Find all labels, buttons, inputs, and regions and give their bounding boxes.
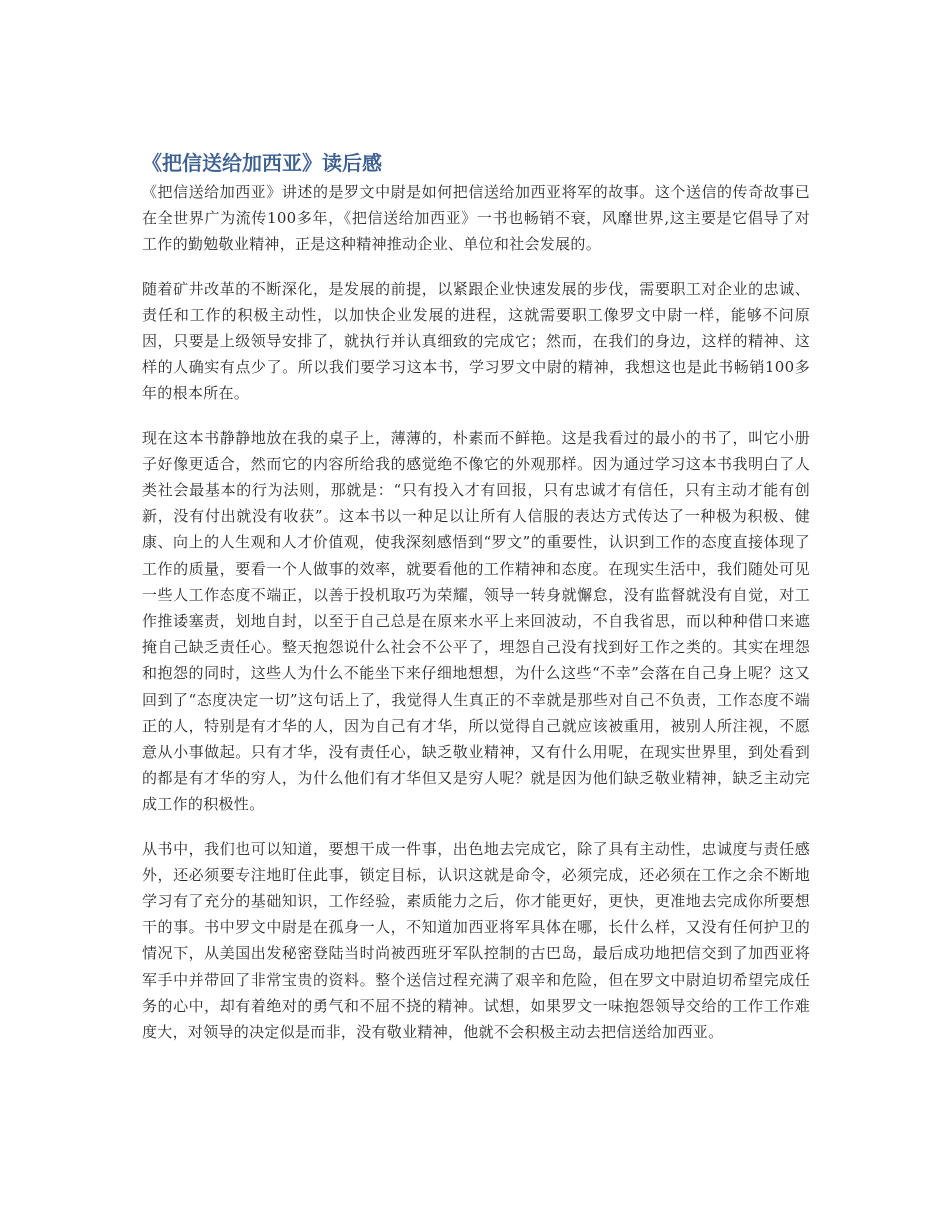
- document-title: 《把信送给加西亚》读后感: [142, 153, 382, 175]
- paragraph-4: 从书中，我们也可以知道，要想干成一件事，出色地去完成它，除了具有主动性，忠诚度与责任感外，还必须要专注地盯住此事，锁定目标，认识这就是命令，必须完成，还必须在工作之余不断地学习有了充分的基础知识，工作经验，素质能力之后，你才能更好，更快，更准地去完成你所要想干的事。书中罗文中尉是在孤身一人，不知道加西亚将军具体在哪，长什么样，又没有任何护卫的情况下，从美国出发秘密登陆当时尚被西班牙军队控制的古巴岛，最后成功地把信交到了加西亚将军手中并带回了非常宝贵的资料。整个送信过程充满了艰辛和危险，但在罗文中尉迫切希望完成任务的心中，却有着绝对的勇气和不屈不挠的精神。试想，如果罗文一味抱怨领导交给的工作工作难度大，对领导的决定似是而非，没有敬业精神，他就不会积极主动去把信送给加西亚。: [142, 839, 810, 1042]
- paragraph-1: 《把信送给加西亚》讲述的是罗文中尉是如何把信送给加西亚将军的故事。这个送信的传奇故事已在全世界广为流传100多年，《把信送给加西亚》一书也畅销不衰，风靡世界,这主要是它倡导了对工作的勤勉敬业精神，正是这种精神推动企业、单位和社会发展的。: [142, 183, 810, 254]
- paragraph-2: 随着矿井改革的不断深化，是发展的前提，以紧跟企业快速发展的步伐，需要职工对企业的忠诚、责任和工作的积极主动性，以加快企业发展的进程，这就需要职工像罗文中尉一样，能够不问原因，只要是上级领导安排了，就执行并认真细致的完成它；然而，在我们的身边，这样的精神、这样的人确实有点少了。所以我们要学习这本书，学习罗文中尉的精神，我想这也是此书畅销100多年的根本所在。: [142, 279, 810, 403]
- paragraph-3: 现在这本书静静地放在我的桌子上，薄薄的，朴素而不鲜艳。这是我看过的最小的书了，叫它小册子好像更适合，然而它的内容所给我的感觉绝不像它的外观那样。因为通过学习这本书我明白了人类社会最基本的行为法则，那就是：“只有投入才有回报，只有忠诚才有信任，只有主动才能有创新，没有付出就没有收获”。这本书以一种足以让所有人信服的表达方式传达了一种极为积极、健康、向上的人生观和人才价值观，使我深刻感悟到“罗文”的重要性，认识到工作的态度直接体现了工作的质量，要看一个人做事的效率，就要看他的工作精神和态度。在现实生活中，我们随处可见一些人工作态度不端正，以善于投机取巧为荣耀，领导一转身就懈怠，没有监督就没有自觉，对工作推诿塞责，划地自封，以至于自己总是在原来水平上来回波动，不自我省思，而以种种借口来遮掩自己缺乏责任心。整天抱怨说什么社会不公平了，埋怨自己没有找到好工作之类的。其实在埋怨和抱怨的同时，这些人为什么不能坐下来仔细地想想，为什么这些“不幸”会落在自己身上呢？这又回到了“态度决定一切”这句话上了，我觉得人生真正的不幸就是那些对自己不负责，工作态度不端正的人，特别是有才华的人，因为自己有才华，所以觉得自己就应该被重用，被别人所注视，不愿意从小事做起。只有才华，没有责任心，缺乏敬业精神，又有什么用呢，在现实世界里，到处看到的都是有才华的穷人，为什么他们有才华但又是穷人呢？就是因为他们缺乏敬业精神，缺乏主动完成工作的积极性。: [142, 428, 810, 814]
- document-page: [142, 150, 810, 1063]
